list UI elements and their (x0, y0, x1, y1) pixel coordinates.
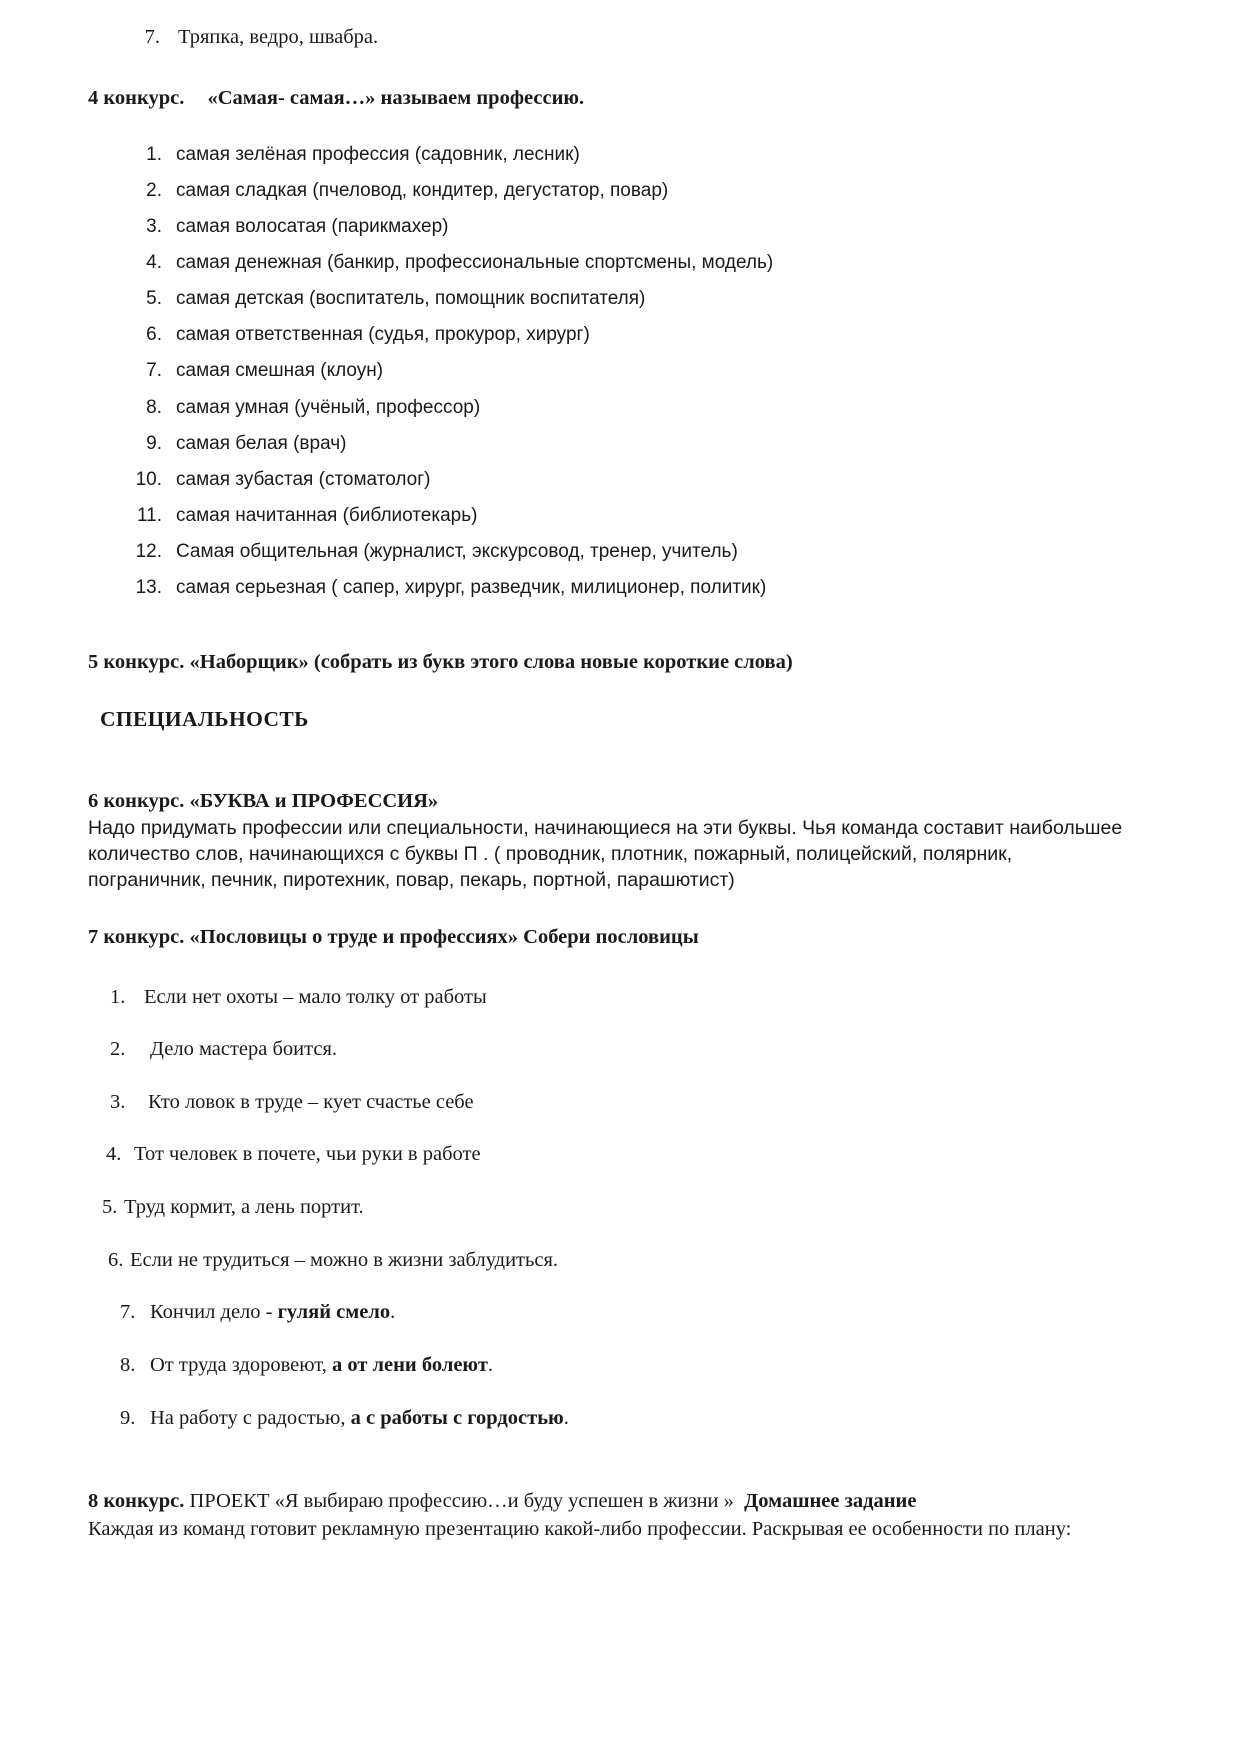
list-item-text-tail: . (487, 1354, 494, 1377)
contest8-heading-bold-1: 8 конкурс. (88, 1490, 185, 1513)
list-item-text: Тот человек в почете, чьи руки в работе (134, 1143, 481, 1166)
list-item-text-plain: От труда здоровеют, (150, 1354, 332, 1377)
list-item-number: 10. (135, 468, 162, 490)
list-item (88, 425, 1130, 461)
contest7-heading: 7 конкурс. «Пословицы о труде и профессиях» Собери пословицы (88, 925, 699, 948)
contest4-list (88, 136, 1130, 605)
list-item-text: Дело мастера боится. (150, 1038, 338, 1061)
list-item-text: самая денежная (банкир, профессиональные спортсмены, модель) (176, 252, 774, 274)
list-item-number: 11. (136, 504, 162, 526)
contest6-heading: 6 конкурс. «БУКВА и ПРОФЕССИЯ» (88, 789, 439, 812)
list-item-text: самая серьезная ( сапер, хирург, разведчик, милиционер, политик) (176, 576, 767, 598)
list-item-text: самая смешная (клоун) (176, 360, 384, 382)
list-item (88, 1392, 1130, 1445)
list-item-number: 1. (110, 985, 126, 1008)
list-item-number: 3. (146, 216, 162, 238)
list-item-text: самая зелёная профессия (садовник, лесник) (176, 143, 580, 165)
list-item (88, 971, 1130, 1024)
list-item (88, 1023, 1130, 1076)
list-item-number: 8. (146, 396, 162, 418)
list-item-text: самая умная (учёный, профессор) (176, 396, 481, 418)
list-item-text: Труд кормит, а лень портит. (124, 1196, 364, 1219)
list-item (88, 1076, 1130, 1129)
contest4-heading (88, 85, 1130, 112)
list-item-number: 9. (146, 432, 162, 454)
contest4-heading-rest: «Самая- самая…» называем профессию. (207, 87, 585, 109)
contest8-heading (88, 1488, 1130, 1516)
list-item-text: самая детская (воспитатель, помощник воспитателя) (176, 288, 646, 310)
list-item-number: 13. (135, 576, 162, 598)
list-item (88, 26, 1130, 49)
list-item-text-bold: а от лени болеют (331, 1354, 488, 1377)
list-item-text-plain: На работу с радостью, (150, 1406, 351, 1429)
list-item-text: Если нет охоты – мало толку от работы (144, 985, 487, 1008)
list-item (88, 353, 1130, 389)
list-item-number: 6. (108, 1248, 124, 1271)
list-item-text: самая сладкая (пчеловод, кондитер, дегустатор, повар) (176, 180, 669, 202)
list-item-text (150, 1352, 1130, 1379)
list-item (88, 136, 1130, 172)
contest6-body: Надо придумать профессии или специальности, начинающиеся на эти буквы. Чья команда составит наибольшее количество слов, начинающихся с буквы П . ( проводник, плотник, пожарный, полицейский, полярник, пограничник, печник, пиротехник, повар, пекарь, портной, парашютист) (88, 816, 1123, 892)
contest7-list (88, 971, 1130, 1445)
list-item-text-tail: . (563, 1406, 569, 1429)
list-item-text-bold: гуляй смело (277, 1301, 391, 1324)
list-item (88, 461, 1130, 497)
list-item-text (150, 1299, 1130, 1326)
list-item-number: 2. (146, 180, 162, 202)
list-item-number: 7. (144, 26, 160, 48)
list-item (88, 245, 1130, 281)
list-item-number: 7. (120, 1301, 136, 1324)
list-item-number: 4. (106, 1143, 122, 1166)
list-item (88, 173, 1130, 209)
list-item-number: 7. (146, 360, 162, 382)
list-item (88, 497, 1130, 533)
list-item-number: 3. (110, 1090, 126, 1113)
list-item-text: Самая общительная (журналист, экскурсовод, тренер, учитель) (176, 540, 738, 562)
list-item-text: Кто ловок в труде – кует счастье себе (148, 1090, 474, 1113)
list-item-text (150, 1405, 1130, 1432)
list-item-number: 5. (146, 288, 162, 310)
list-item-text: самая белая (врач) (176, 432, 347, 454)
list-item-number: 12. (135, 540, 162, 562)
list-item (88, 1234, 1130, 1287)
contest5-word: СПЕЦИАЛЬНОСТЬ (100, 706, 309, 731)
list-item-text-bold: а с работы с гордостью (350, 1406, 564, 1429)
list-item (88, 209, 1130, 245)
list-item-number: 2. (110, 1038, 126, 1061)
contest8-heading-plain-1: ПРОЕКТ «Я выбираю профессию…и буду успешен в жизни » (184, 1490, 734, 1513)
list-item (88, 389, 1130, 425)
list-item (88, 569, 1130, 605)
list-item (88, 1286, 1130, 1339)
list-item-text: самая начитанная (библиотекарь) (176, 504, 478, 526)
list-item (88, 317, 1130, 353)
list-item-text-tail: . (390, 1301, 396, 1324)
list-item (88, 533, 1130, 569)
contest8-heading-bold-2: Домашнее задание (744, 1490, 917, 1513)
contest5-heading: 5 конкурс. «Наборщик» (собрать из букв этого слова новые короткие слова) (88, 651, 793, 674)
list-item-number: 1. (146, 143, 162, 165)
list-item (88, 281, 1130, 317)
list-item-text: самая зубастая (стоматолог) (176, 468, 431, 490)
list-item-text-plain: Кончил дело - (150, 1301, 278, 1324)
list-item-number: 8. (120, 1354, 136, 1377)
list-item-text: Если не трудиться – можно в жизни заблудиться. (130, 1248, 559, 1271)
list-item (88, 1128, 1130, 1181)
list-item (88, 1339, 1130, 1392)
list-item-text: самая ответственная (судья, прокурор, хирург) (176, 324, 590, 346)
list-item-text: Тряпка, ведро, швабра. (178, 26, 379, 48)
list-item-number: 9. (120, 1406, 136, 1429)
contest8-body: Каждая из команд готовит рекламную презентацию какой-либо профессии. Раскрывая ее особенности по плану: (88, 1518, 1072, 1540)
contest4-heading-prefix: 4 конкурс. (88, 87, 185, 109)
list-item-number: 5. (102, 1196, 118, 1219)
list-item-text: самая волосатая (парикмахер) (176, 216, 449, 238)
list-item-number: 6. (146, 324, 162, 346)
list-item (88, 1181, 1130, 1234)
list-item-number: 4. (146, 252, 162, 274)
